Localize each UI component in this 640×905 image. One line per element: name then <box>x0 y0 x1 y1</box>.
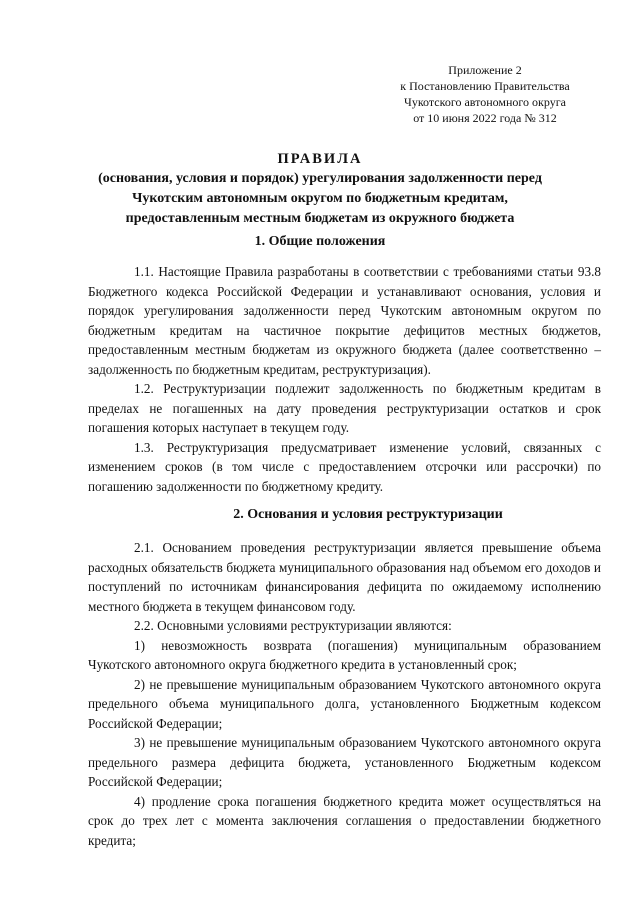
title-main: ПРАВИЛА <box>277 151 363 167</box>
list-item: 2) не превышение муниципальным образованием Чукотского автономного округа предельного объема муниципального долга, установленного Бюджетным кодексом Российской Федерации; <box>88 676 601 731</box>
title-line: Чукотским автономным округом по бюджетным кредитам, <box>132 191 508 206</box>
paragraph: 1.1. Настоящие Правила разработаны в соответствии с требованиями статьи 93.8 Бюджетного кодекса Российской Федерации и устанавливают основания, условия и порядок урегулирования задолженности перед Чукотским автономным округом по бюджетным кредитам на частичное покрытие дефицитов местных бюджетов, предоставленным местным бюджетам из окружного бюджета (далее соответственно – задолженность по бюджетным кредитам, реструктуризация). <box>88 264 601 377</box>
list-item: 1) невозможность возврата (погашения) муниципальным образованием Чукотского автономного округа бюджетного кредита в установленный срок; <box>88 637 601 672</box>
section-body-grounds <box>88 538 601 850</box>
title-line: предоставленным местным бюджетам из окружного бюджета <box>125 211 515 226</box>
section-heading-grounds: 2. Основания и условия реструктуризации <box>233 507 503 522</box>
paragraph: 2.1. Основанием проведения реструктуризации является превышение объема расходных обязательств бюджета муниципального образования над объемом его доходов и поступлений по источникам финансирования дефицита по ожидаемому исполнению местного бюджета в текущем финансовом году. <box>88 540 601 614</box>
appendix-line: Приложение 2 <box>448 63 522 77</box>
title-line: (основания, условия и порядок) урегулирования задолженности перед <box>98 171 542 186</box>
appendix-line: Чукотского автономного округа <box>404 95 566 109</box>
section-body-general <box>88 262 601 496</box>
appendix-reference <box>380 62 590 126</box>
list-item: 3) не превышение муниципальным образованием Чукотского автономного округа предельного размера дефицита бюджета, установленного Бюджетным кодексом Российской Федерации; <box>88 735 601 789</box>
section-heading-general: 1. Общие положения <box>254 234 386 249</box>
document-title <box>60 149 580 229</box>
paragraph: 1.3. Реструктуризация предусматривает изменение условий, связанных с изменением сроков (в том числе с предоставлением отсрочки или рассрочки) по погашению задолженности по бюджетному кредиту. <box>88 439 601 494</box>
paragraph: 1.2. Реструктуризации подлежит задолженность по бюджетным кредитам в пределах не погашенных на дату проведения реструктуризации остатков и срок погашения которых наступает в текущем году. <box>88 381 601 435</box>
appendix-line: к Постановлению Правительства <box>400 79 570 93</box>
appendix-line: от 10 июня 2022 года № 312 <box>413 111 557 125</box>
list-item: 4) продление срока погашения бюджетного кредита может осуществляться на срок до трех лет с момента заключения соглашения о предоставлении бюджетного кредита; <box>88 793 601 848</box>
paragraph: 2.2. Основными условиями реструктуризации являются: <box>134 618 452 633</box>
